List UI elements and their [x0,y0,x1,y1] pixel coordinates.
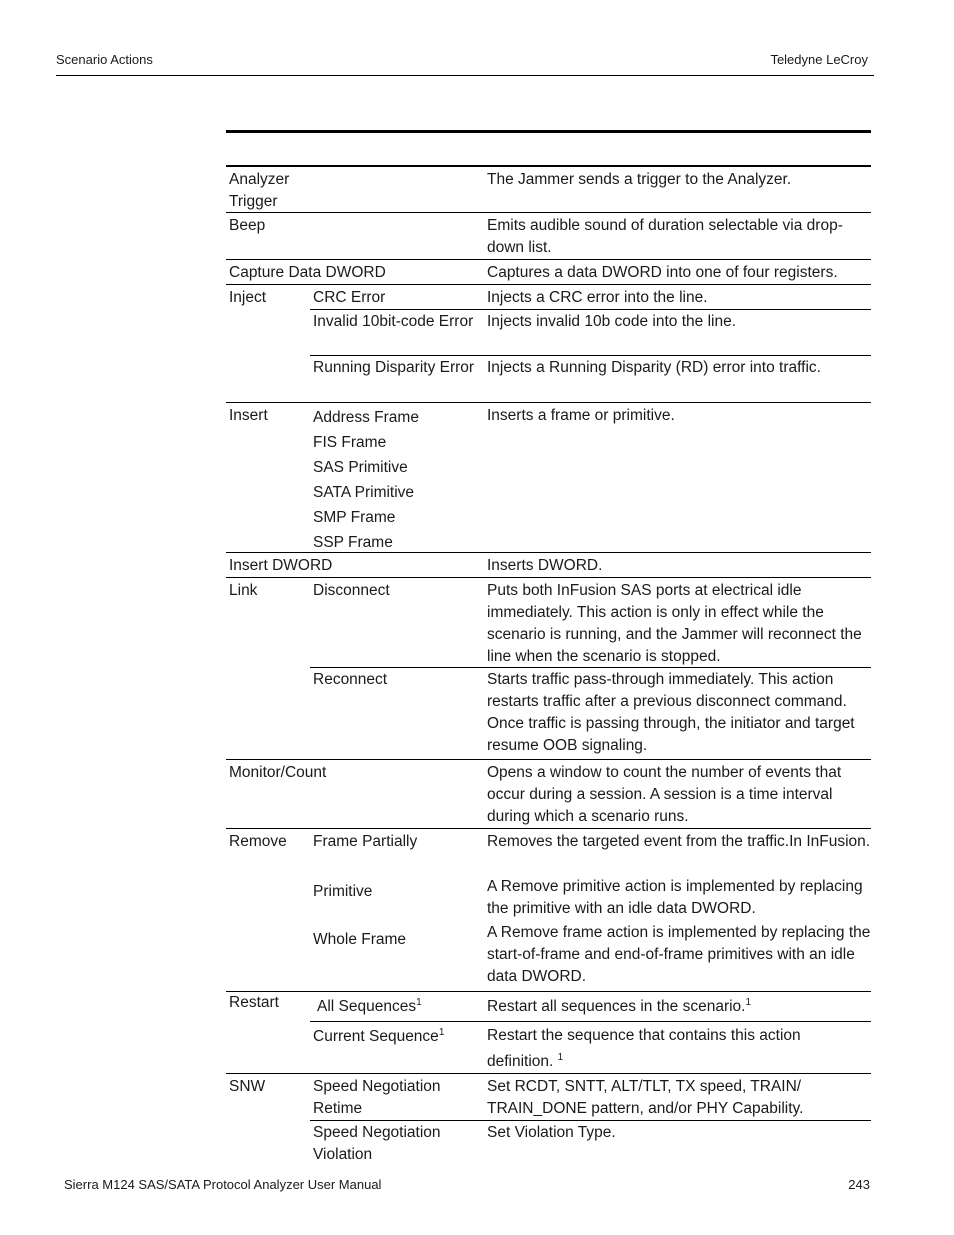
action-name: Inject [229,289,267,306]
footnote-marker: 1 [557,1051,564,1063]
table-row [226,285,871,403]
action-name: Restart [229,994,279,1011]
table-row [226,167,871,213]
sub-action: Invalid 10bit-code Error [313,313,474,330]
table-row [226,403,871,553]
action-name: Monitor/Count [229,764,327,781]
action-name: Link [229,582,258,599]
action-name: Insert DWORD [229,557,333,574]
list-item: SAS Primitive [313,459,408,476]
list-item: SMP Frame [313,509,396,526]
action-description: A Remove frame action is implemented by replacing the start-of-frame and end-of-frame primitives with an idle data DWORD. [487,924,871,985]
action-description: Inserts a frame or primitive. [487,407,675,424]
sub-row-divider [310,1120,871,1121]
list-item: SATA Primitive [313,484,415,501]
sub-action-list [313,405,481,555]
list-item: SSP Frame [313,534,393,551]
action-description: Injects invalid 10b code into the line. [487,313,737,330]
sub-action: Frame Partially [313,833,418,850]
footnote-marker: 1 [416,996,422,1008]
sub-action: Disconnect [313,582,390,599]
description-text: Restart all sequences in the scenario. [487,998,746,1015]
action-description: A Remove primitive action is implemented by replacing the primitive with an idle data DWORD. [487,878,863,917]
action-description: The Jammer sends a trigger to the Analyzer. [487,171,792,188]
sub-action-label: Current Sequence [313,1028,439,1045]
table-row [226,213,871,260]
sub-action [313,1026,481,1048]
table-row [226,578,871,760]
header-rule [56,75,874,76]
page-number: 243 [848,1177,870,1192]
action-description: Set Violation Type. [487,1124,616,1141]
table-row [226,1074,871,1166]
sub-action: Whole Frame [313,931,407,948]
sub-action: CRC Error [313,289,386,306]
sub-row-divider [310,355,871,356]
sub-action-label: All Sequences [317,998,417,1015]
description-text: Restart the sequence that contains this action definition. [487,1027,801,1070]
action-description: Inserts DWORD. [487,557,603,574]
table-row [226,553,871,578]
action-description: Emits audible sound of duration selectable via drop-down list. [487,217,843,256]
list-item: FIS Frame [313,434,387,451]
action-name: Beep [229,217,266,234]
table-row [226,829,871,992]
action-description: Starts traffic pass-through immediately. This action restarts traffic after a previous disconnect command. Once traffic is passing through, the initiator and target resume OOB signaling. [487,671,855,754]
action-description [487,1023,871,1075]
footnote-marker: 1 [745,996,752,1008]
action-description: Set RCDT, SNTT, ALT/TLT, TX speed, TRAIN/ TRAIN_DONE pattern, and/or PHY Capability. [487,1078,804,1117]
sub-action: Primitive [313,883,373,900]
action-description [487,996,871,1018]
sub-action: Speed Negotiation Violation [313,1124,441,1163]
action-description: Captures a data DWORD into one of four registers. [487,264,838,281]
action-name: Capture Data DWORD [229,264,386,281]
table-row [226,992,871,1074]
footer-title: Sierra M124 SAS/SATA Protocol Analyzer User Manual [64,1177,382,1192]
action-description: Injects a CRC error into the line. [487,289,708,306]
action-description: Opens a window to count the number of events that occur during a session. A session is a time interval during which a scenario runs. [487,764,842,825]
running-header-right: Teledyne LeCroy [770,52,868,67]
footnote-marker: 1 [438,1026,445,1038]
sub-action: Speed Negotiation Retime [313,1078,441,1117]
sub-row-divider [310,667,871,668]
sub-action: Running Disparity Error [313,359,475,376]
running-header-left: Scenario Actions [56,52,153,67]
list-item: Address Frame [313,409,419,426]
table-row [226,760,871,829]
action-name: Analyzer Trigger [229,171,290,210]
sub-action: Reconnect [313,671,388,688]
sub-row-divider [310,309,871,310]
action-name: Insert [229,407,268,424]
sub-row-divider [310,1021,871,1022]
table-row [226,260,871,285]
action-description: Injects a Running Disparity (RD) error into traffic. [487,359,821,376]
action-description: Removes the targeted event from the traffic.In InFusion. [487,833,871,850]
action-description: Puts both InFusion SAS ports at electrical idle immediately. This action is only in effect while the scenario is running, and the Jammer will reconnect the line when the scenario is stopped. [487,582,862,665]
scenario-actions-table [226,165,871,1166]
action-name: SNW [229,1078,266,1095]
sub-action [317,996,485,1018]
action-name: Remove [229,833,287,850]
table-top-rule [226,130,871,133]
